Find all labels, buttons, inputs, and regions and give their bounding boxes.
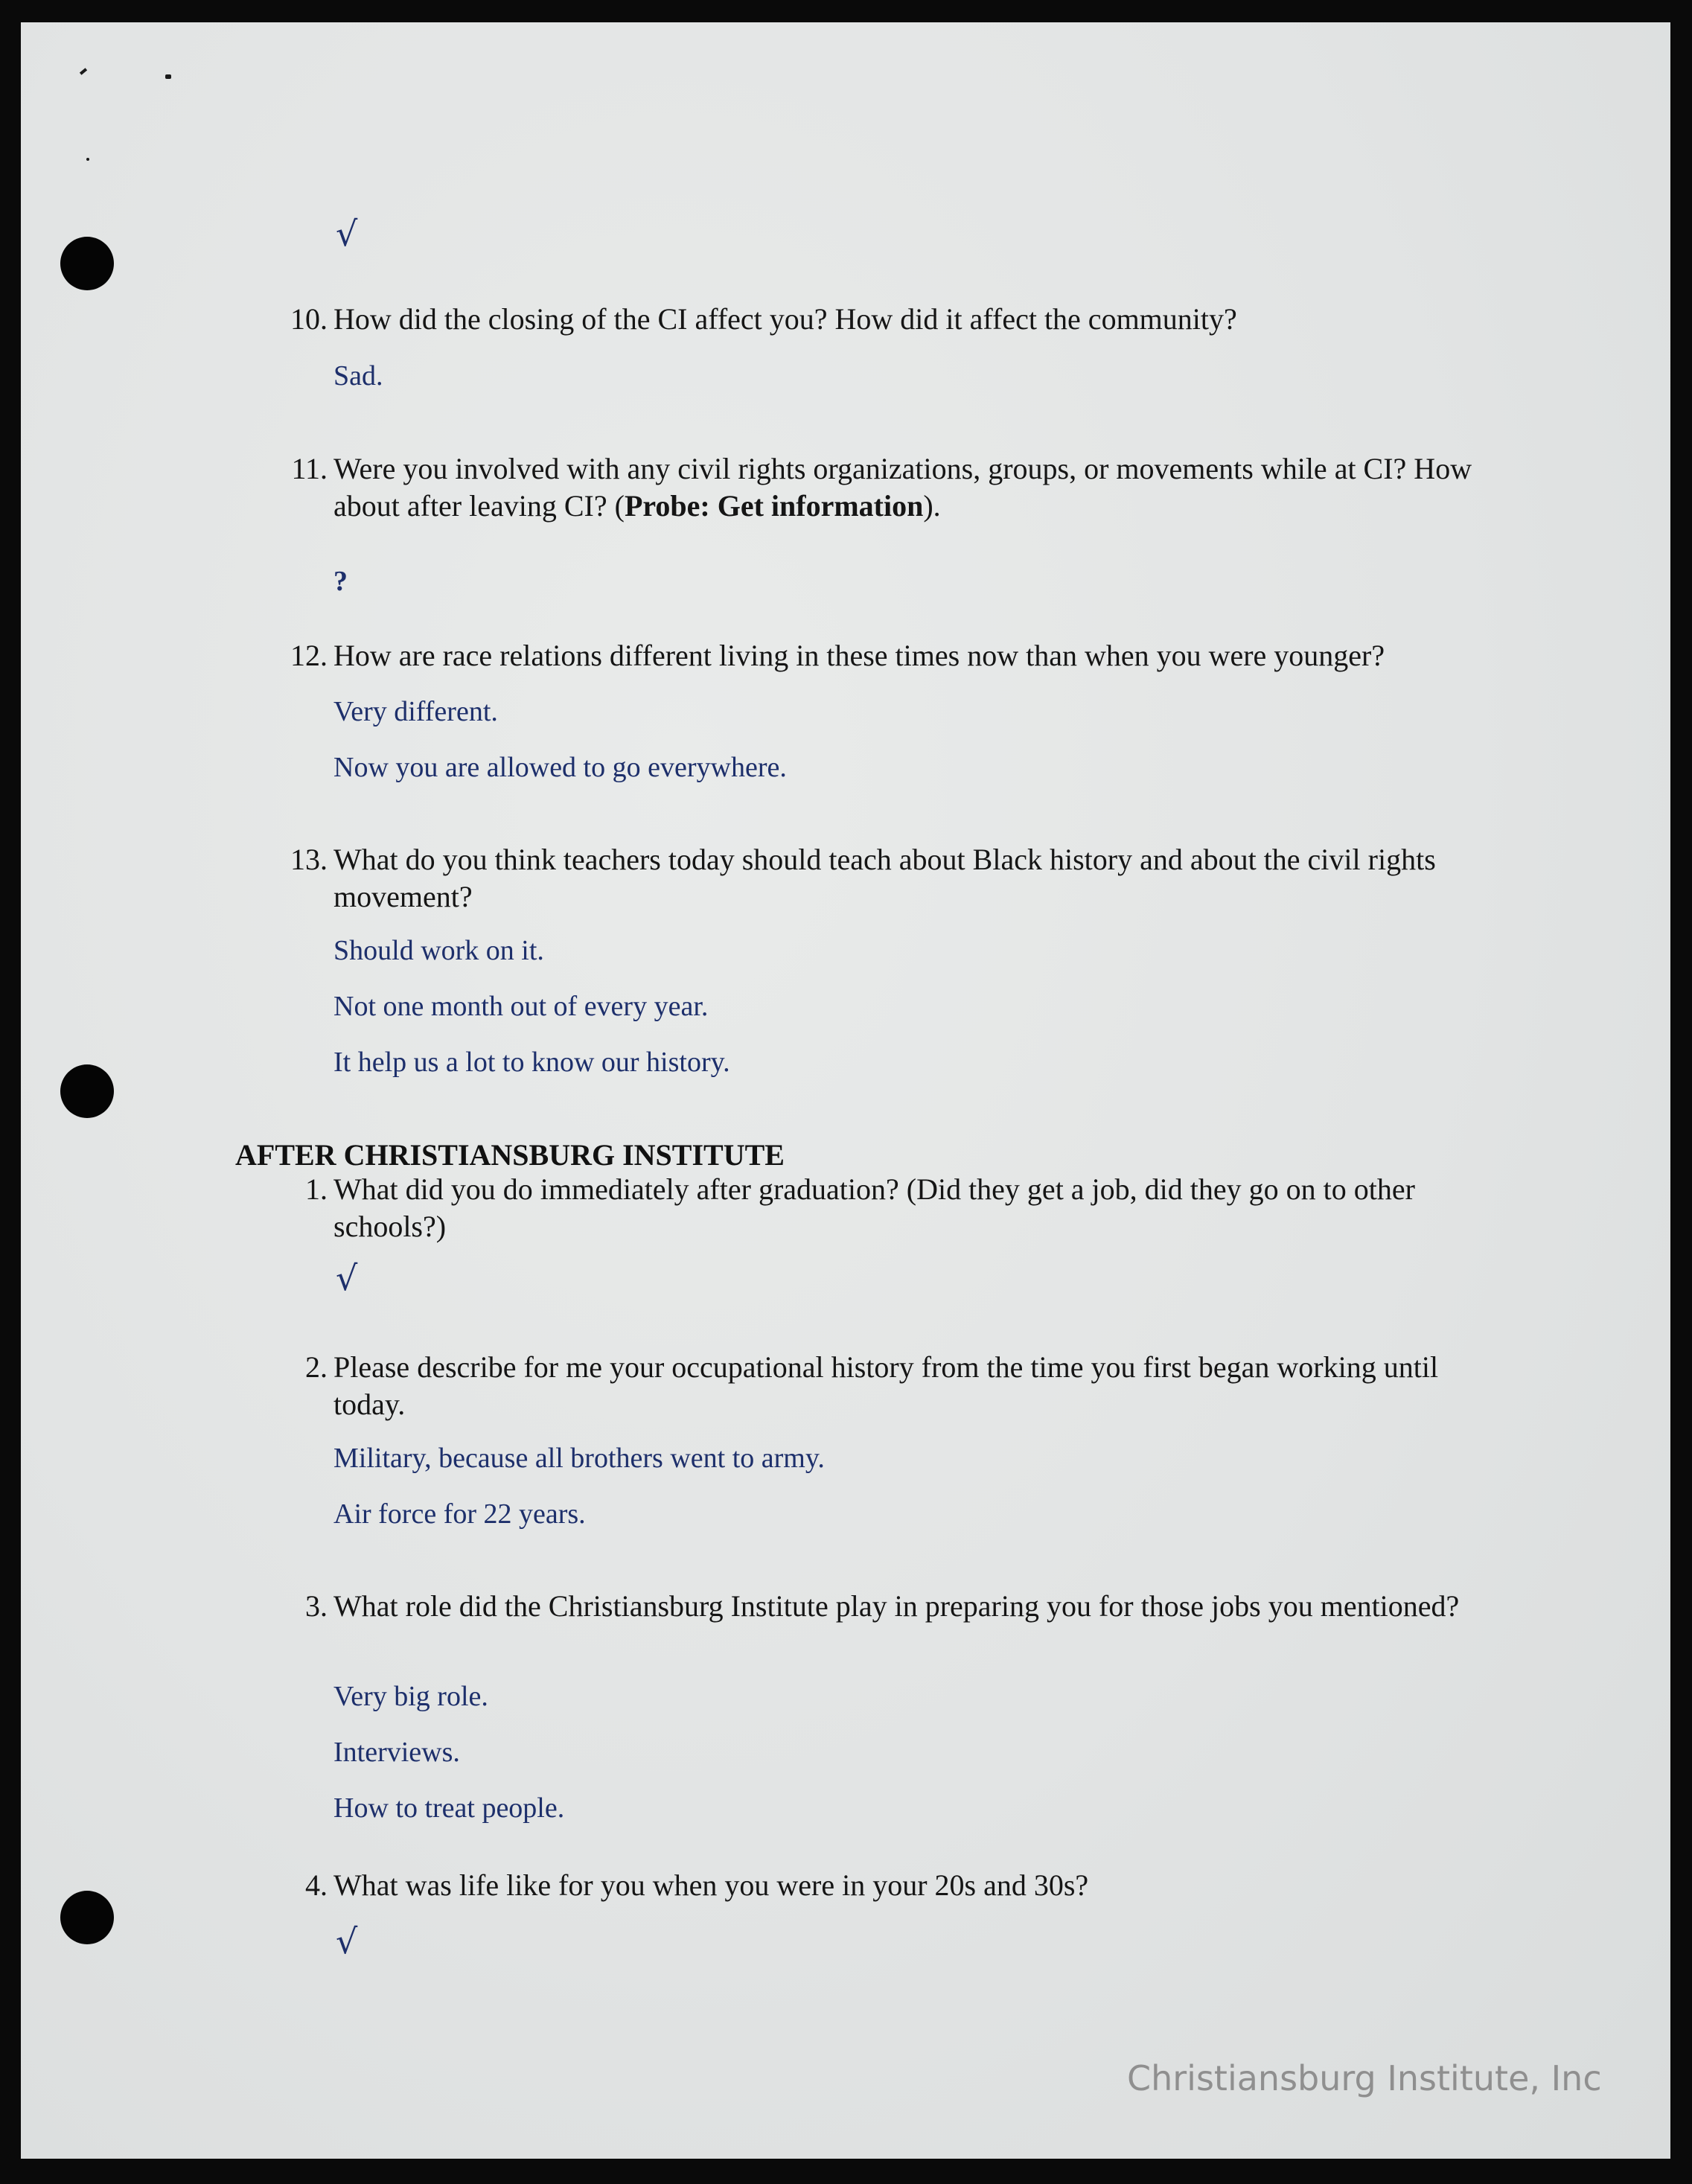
question-number: 11. [291, 452, 328, 485]
check-mark: √ [336, 1258, 358, 1298]
question-12 [281, 637, 1517, 674]
question-text: How are race relations different living in these times now than when you were younger? [333, 639, 1385, 672]
question-number: 2. [305, 1350, 328, 1384]
question-text: How did the closing of the CI affect you? How did it affect the community? [333, 302, 1237, 336]
binder-hole-bottom [60, 1891, 114, 1944]
ink-speck [165, 74, 171, 79]
question-text: What do you think teachers today should teach about Black history and about the civil rights movement? [333, 843, 1436, 913]
question-text: What role did the Christiansburg Institute play in preparing you for those jobs you mentioned? [333, 1589, 1460, 1623]
section-heading: AFTER CHRISTIANSBURG INSTITUTE [235, 1138, 785, 1172]
question-13 [281, 841, 1517, 916]
question-text: Were you involved with any civil rights organizations, groups, or movements while at CI? How about after leaving CI? (Probe: Get information). [333, 452, 1472, 523]
question-2 [281, 1349, 1517, 1423]
question-text: What was life like for you when you were in your 20s and 30s? [333, 1868, 1089, 1902]
answer-line: Should work on it. [333, 935, 544, 966]
answer-line: Sad. [333, 360, 383, 392]
answer-line: Not one month out of every year. [333, 991, 709, 1022]
question-number: 1. [305, 1172, 328, 1206]
answer-line: Now you are allowed to go everywhere. [333, 752, 787, 783]
answer-line: Very different. [333, 696, 498, 727]
ink-speck [86, 158, 89, 161]
probe-note: Probe: Get information [624, 489, 924, 523]
question-number: 13. [290, 843, 328, 876]
watermark-text: Christiansburg Institute, Inc [1127, 2058, 1602, 2098]
answer-line: How to treat people. [333, 1792, 565, 1824]
question-number: 10. [290, 302, 328, 336]
document-page [21, 22, 1670, 2159]
ink-speck [80, 68, 87, 74]
question-number: 4. [305, 1868, 328, 1902]
answer-line: It help us a lot to know our history. [333, 1047, 730, 1078]
question-text: Please describe for me your occupational history from the time you first began working until today. [333, 1350, 1439, 1421]
question-3 [281, 1588, 1517, 1625]
answer-line: Air force for 22 years. [333, 1498, 586, 1530]
question-1 [281, 1171, 1517, 1245]
binder-hole-middle [60, 1064, 114, 1118]
answer-line: Very big role. [333, 1681, 488, 1712]
question-text: What did you do immediately after graduation? (Did they get a job, did they go on to other schools?) [333, 1172, 1415, 1243]
answer-line: Military, because all brothers went to army. [333, 1443, 825, 1474]
question-11 [281, 450, 1517, 525]
question-4 [281, 1867, 1517, 1904]
question-number: 3. [305, 1589, 328, 1623]
binder-hole-top [60, 237, 114, 290]
check-mark: √ [336, 1921, 358, 1961]
answer-line: Interviews. [333, 1737, 460, 1768]
question-number: 12. [290, 639, 328, 672]
check-mark: √ [336, 214, 358, 254]
question-10 [281, 301, 1517, 338]
answer-line: ? [333, 566, 348, 597]
